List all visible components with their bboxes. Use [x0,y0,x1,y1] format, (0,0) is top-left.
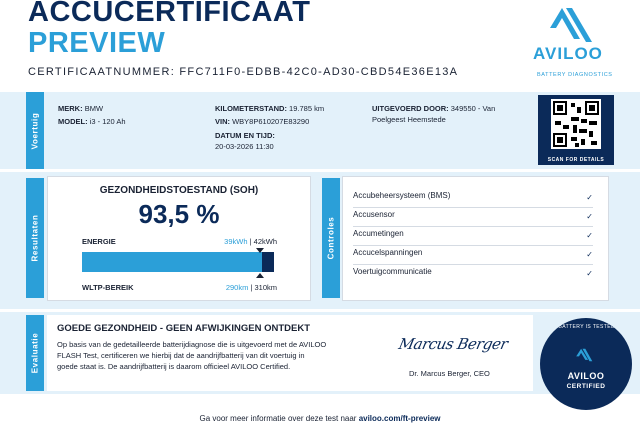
range-readout [226,283,277,292]
mileage-value: 19.785 km [289,104,325,113]
bar-bottom-marker-icon [256,273,264,278]
vin-field [215,116,309,127]
range-total: 310km [254,283,277,292]
evaluation-section-label: Evaluatie [30,332,40,374]
badge-name: AVILOO [567,371,605,381]
soh-value: 93,5 % [138,199,220,229]
datetime-field [215,130,275,152]
check-icon: ✓ [586,269,593,278]
executed-by-value: 349550 - Van [450,104,496,113]
signer-name: Dr. Marcus Berger, CEO [409,369,490,378]
control-item-label: Accumetingen [353,229,404,238]
energy-readout [224,237,277,246]
evaluation-text-line: goede staat is. De aandrijfbatterij is daarom officieel AVILOO Certified. [57,362,291,371]
certificate-title: ACCUCERTIFICAAT [28,0,311,28]
control-item [353,210,593,227]
datetime-label: DATUM EN TIJD: [215,131,275,140]
make-field [58,103,103,114]
certificate-number: CERTIFICAATNUMMER: FFC711F0-EDBB-42C0-AD30-CBD54E36E13A [28,66,459,78]
soh-bar-fill [82,252,262,272]
control-item-label: Voertuigcommunicatie [353,267,432,276]
evaluation-title: GOEDE GEZONDHEID - GEEN AFWIJKINGEN ONTDEKT [57,323,310,334]
energy-measured: 39kWh [224,237,248,246]
controls-section-tab [322,178,340,298]
footer [0,414,640,423]
model-label: MODEL: [58,117,88,126]
qr-code[interactable] [538,95,614,165]
check-icon: ✓ [586,212,593,221]
vehicle-section-tab [26,92,44,169]
range-label: WLTP-BEREIK [82,283,134,292]
datetime-value: 20-03-2026 11:30 [215,142,274,151]
control-item-label: Accubeheersysteem (BMS) [353,191,451,200]
check-icon: ✓ [586,231,593,240]
control-item [353,191,593,208]
signature: Marcus Berger [397,335,510,353]
bar-top-marker-icon [256,248,264,253]
results-section-tab [26,178,44,298]
qr-caption: SCAN FOR DETAILS [547,157,605,163]
executed-by-value-line2: Poelgeest Heemstede [372,115,446,124]
range-separator: | [250,283,253,292]
badge-ring-text: THIS BATTERY IS TESTED AND [543,324,629,330]
logo-subtitle: BATTERY DIAGNOSTICS [537,72,613,78]
vin-label: VIN: [215,117,230,126]
aviloo-logo-icon [536,6,618,78]
control-item-label: Accucelspanningen [353,248,423,257]
energy-label: ENERGIE [82,237,116,246]
evaluation-card [47,315,533,391]
energy-total: 42kWh [253,237,277,246]
evaluation-section-tab [26,315,44,391]
executed-by-field [372,103,495,125]
model-value: i3 - 120 Ah [89,117,126,126]
qr-code-icon [551,99,601,149]
mileage-label: KILOMETERSTAND: [215,104,287,113]
evaluation-text [57,339,387,372]
control-item [353,267,593,283]
soh-bar [82,252,274,272]
vehicle-section-label: Voertuig [30,112,40,149]
logo-name: AVILOO [533,44,603,63]
energy-separator: | [249,237,252,246]
soh-card [47,176,311,301]
results-section-label: Resultaten [30,214,40,262]
evaluation-text-line: Op basis van de gedetailleerde batterijdiagnose die is uitgevoerd met de AVILOO [57,340,327,349]
certified-badge [540,318,632,410]
make-value: BMW [84,104,104,113]
controls-card [342,176,609,301]
check-icon: ✓ [586,250,593,259]
check-icon: ✓ [586,193,593,202]
executed-by-label: UITGEVOERD DOOR: [372,104,449,113]
controls-section-label: Controles [326,216,336,260]
badge-logo-icon [572,348,600,369]
evaluation-text-line: FLASH Test, certificeren we hierbij dat de aandrijfbatterij van dit voertuig in [57,351,305,360]
model-field [58,116,126,127]
make-label: MERK: [58,104,83,113]
control-item [353,229,593,246]
footer-text: Ga voor meer informatie over deze test naar [199,414,359,423]
mileage-field [215,103,324,114]
footer-link[interactable]: aviloo.com/ft-preview [358,414,441,423]
soh-title: GEZONDHEIDSTOESTAND (SOH) [99,185,259,196]
control-item [353,248,593,265]
range-measured: 290km [225,283,249,292]
badge-label: CERTIFIED [566,383,606,390]
vin-value: WBY8P610207E83290 [232,117,310,126]
control-item-label: Accusensor [353,210,395,219]
preview-title: PREVIEW [28,27,166,59]
